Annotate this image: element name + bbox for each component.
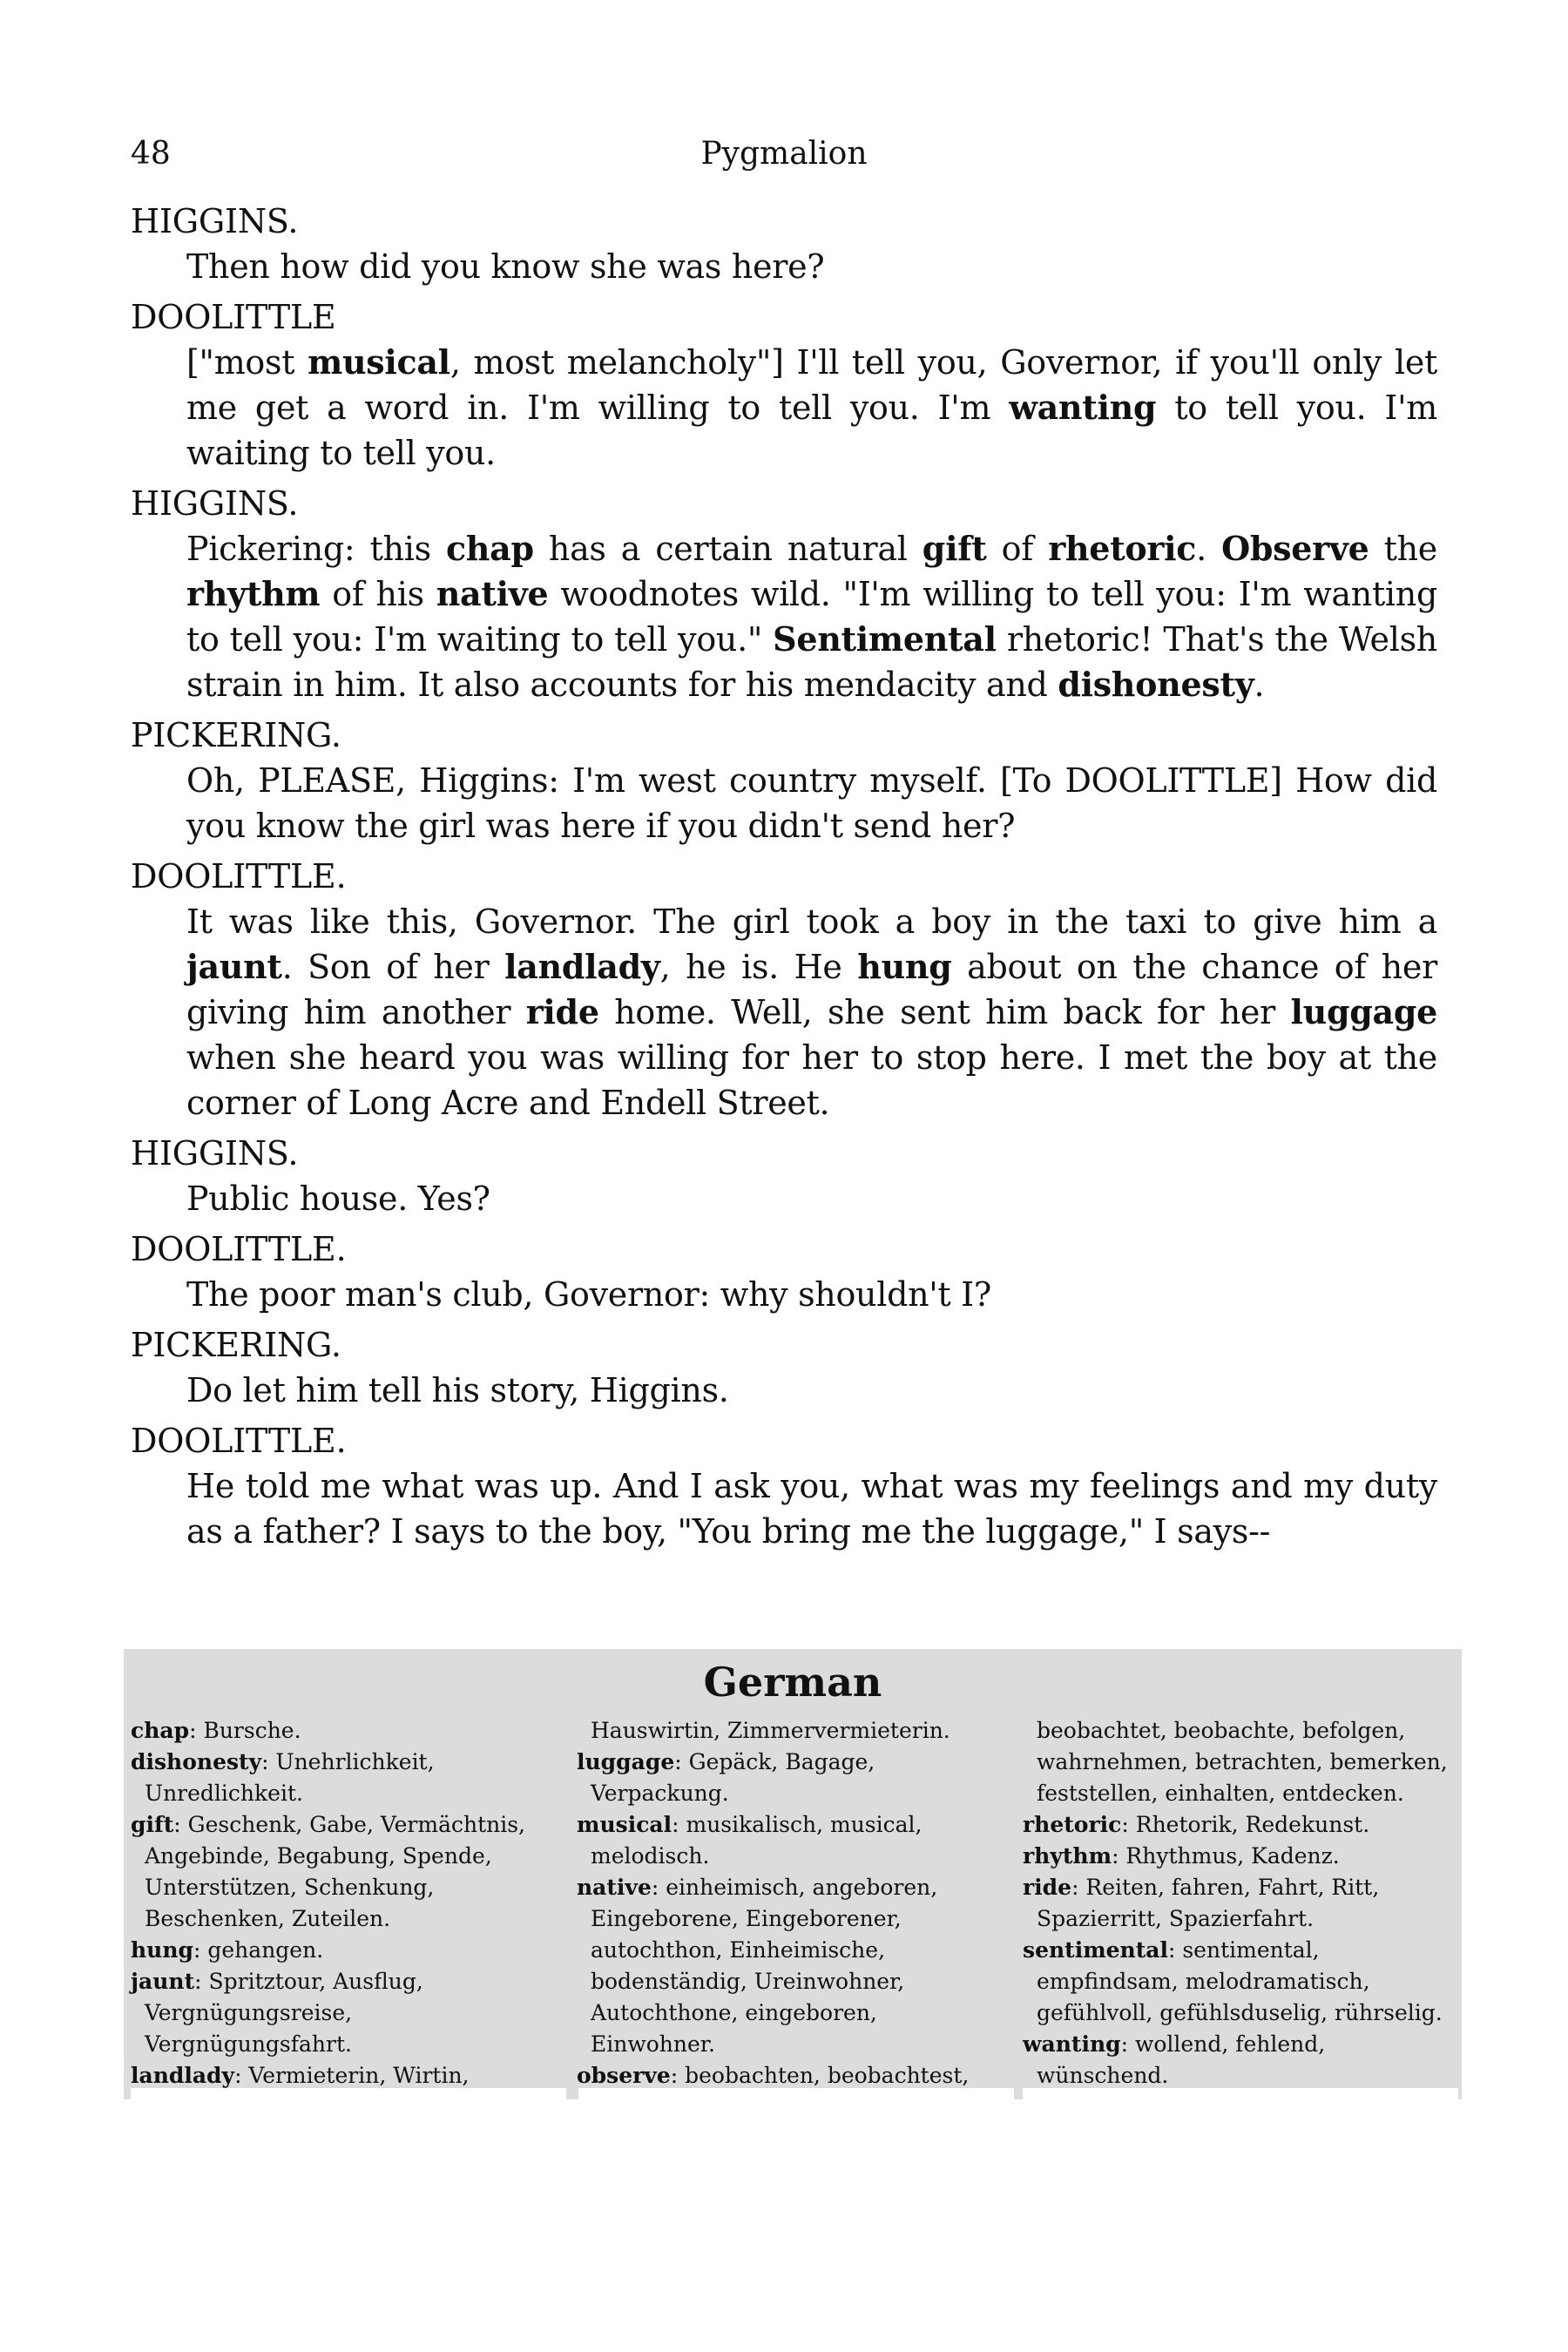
speech-fragment: has a certain natural: [533, 530, 923, 568]
speech-fragment: ["most: [186, 343, 308, 382]
glossary-entry: [577, 1809, 1004, 1872]
glossary-term: native: [577, 1875, 652, 1900]
glossary-term: musical: [577, 1812, 672, 1837]
speech-fragment: .: [1196, 530, 1222, 568]
speech-fragment: .: [1254, 666, 1265, 704]
glossary-entry: [1023, 1841, 1450, 1872]
speech-fragment: about on the chance of her giving him another: [186, 948, 1437, 1031]
glossary-definition: : beobachten, beobachtest,: [670, 2063, 970, 2088]
running-head: [131, 132, 1437, 176]
glossary-definition: : gehangen.: [193, 1937, 324, 1963]
speech-fragment: It was like this, Governor. The girl took a boy in the taxi to give him a: [186, 902, 1437, 941]
glossary-definition: : einheimisch, angeboren, Eingeborene, Eingeborener, autochthon, Einheimische, bodenständig, Ureinwohner, Autochthone, eingeboren, Einwohner.: [591, 1875, 938, 2057]
speech-fragment: to tell you. I'm waiting to tell you.: [186, 389, 1437, 472]
glossed-word: dishonesty: [1058, 665, 1254, 704]
speaker-name: DOOLITTLE.: [131, 1422, 347, 1460]
speech-text: [186, 1463, 1437, 1554]
glossary-entry: [1023, 1935, 1450, 2029]
glossary-entry-continuation: Hauswirtin, Zimmervermieterin.: [591, 1718, 950, 1743]
glossary-column-2: [577, 1715, 1004, 2092]
glossary-definition: : Bursche.: [189, 1718, 301, 1743]
dialogue: [131, 193, 1437, 1554]
speech-fragment: Public house. Yes?: [186, 1179, 490, 1218]
speaker-name: DOOLITTLE.: [131, 1230, 347, 1268]
glossary-definition: : Gepäck, Bagage, Verpackung.: [591, 1749, 875, 1806]
column-footer-gap: [131, 2088, 566, 2099]
glossary-definition: : Vermieterin, Wirtin,: [234, 2063, 470, 2088]
german-glossary-box: [124, 1649, 1462, 2099]
glossed-word: wanting: [1009, 388, 1157, 427]
glossed-word: chap: [445, 529, 534, 568]
glossary-entry: [131, 1747, 558, 1809]
glossary-definition: : Rhetorik, Redekunst.: [1121, 1812, 1370, 1837]
speech-fragment: . Son of her: [281, 948, 505, 986]
glossary-title: German: [703, 1659, 882, 1706]
glossary-definition: : Reiten, fahren, Fahrt, Ritt, Spazierritt, Spazierfahrt.: [1037, 1875, 1380, 1931]
glossed-word: landlady: [504, 947, 660, 986]
glossed-word: jaunt: [186, 947, 282, 986]
speech-fragment: , he is. He: [659, 948, 858, 986]
glossed-word: Observe: [1221, 529, 1369, 568]
speech-text: [186, 340, 1437, 476]
glossary-entry: [1023, 2029, 1450, 2092]
speech-fragment: the: [1369, 530, 1437, 568]
speech-fragment: rhetoric! That's the Welsh strain in him. It also accounts for his mendacity and: [186, 620, 1437, 704]
glossary-term: ride: [1023, 1875, 1072, 1900]
glossary-definition: : sentimental, empfindsam, melodramatisch, gefühlvoll, gefühlsduselig, rührselig.: [1037, 1937, 1443, 2025]
glossary-definition: : Rhythmus, Kadenz.: [1112, 1843, 1340, 1869]
glossed-word: luggage: [1290, 992, 1437, 1031]
speech-fragment: Oh, PLEASE, Higgins: I'm west country myself. [To DOOLITTLE] How did you know the girl was here if you didn't send her?: [186, 761, 1437, 845]
glossed-word: musical: [308, 342, 450, 382]
glossary-term: landlady: [131, 2063, 235, 2088]
glossary-term: rhetoric: [1023, 1812, 1122, 1837]
speaker-name: DOOLITTLE: [131, 298, 336, 336]
glossary-term: jaunt: [131, 1969, 195, 1994]
glossed-word: ride: [525, 992, 599, 1031]
speech-text: [186, 526, 1437, 707]
speech-text: [186, 758, 1437, 848]
glossary-column-1: [131, 1715, 558, 2092]
speech-text: [186, 1272, 1437, 1317]
glossed-word: hung: [857, 947, 952, 986]
speaker-name: PICKERING.: [131, 1326, 341, 1364]
glossary-term: hung: [131, 1937, 194, 1963]
speech-fragment: Pickering: this: [186, 530, 446, 568]
column-footer-gap: [578, 2088, 1014, 2099]
column-footer-gap: [1023, 2088, 1458, 2099]
glossary-term: luggage: [577, 1749, 675, 1774]
glossary-term: gift: [131, 1812, 174, 1837]
speech-text: [186, 244, 1437, 289]
glossary-entry-continuation: beobachtet, beobachte, befolgen, wahrnehmen, betrachten, bemerken, feststellen, einhalten, entdecken.: [1037, 1718, 1448, 1806]
speech-fragment: when she heard you was willing for her to stop here. I met the boy at the corner of Long Acre and Endell Street.: [186, 1038, 1437, 1122]
speech-text: [186, 899, 1437, 1125]
glossed-word: rhetoric: [1048, 529, 1197, 568]
speech-fragment: The poor man's club, Governor: why shouldn't I?: [186, 1275, 991, 1314]
glossary-definition: : Geschenk, Gabe, Vermächtnis, Angebinde, Begabung, Spende, Unterstützen, Schenkung, Beschenken, Zuteilen.: [145, 1812, 525, 1931]
speaker-name: PICKERING.: [131, 716, 341, 754]
glossary-entry: [1023, 1872, 1450, 1935]
glossary-entry: [577, 1747, 1004, 1809]
glossary-entry: [131, 2060, 558, 2092]
glossary-entry: [1023, 1809, 1450, 1841]
glossed-word: gift: [922, 529, 987, 568]
glossary-entry: [131, 1809, 558, 1935]
glossed-word: rhythm: [186, 574, 321, 613]
glossary-term: dishonesty: [131, 1749, 262, 1774]
speech-fragment: Then how did you know she was here?: [186, 247, 825, 286]
speech-fragment: Do let him tell his story, Higgins.: [186, 1371, 729, 1409]
glossary-term: observe: [577, 2063, 671, 2088]
glossary-entry: [131, 1935, 558, 1966]
speech-fragment: home. Well, she sent him back for her: [598, 993, 1291, 1031]
glossed-word: native: [436, 574, 549, 613]
speech-text: [186, 1176, 1437, 1221]
speaker-name: HIGGINS.: [131, 202, 299, 240]
speaker-name: HIGGINS.: [131, 1134, 299, 1173]
speech-fragment: of: [986, 530, 1049, 568]
glossary-term: wanting: [1023, 2031, 1121, 2057]
glossary-entry: [577, 2060, 1004, 2092]
speech-fragment: He told me what was up. And I ask you, what was my feelings and my duty as a father? I says to the boy, "You bring me the luggage," I says--: [186, 1467, 1437, 1551]
glossary-term: sentimental: [1023, 1937, 1168, 1963]
glossary-definition: : wollend, fehlend, wünschend.: [1037, 2031, 1326, 2088]
speech-text: [186, 1368, 1437, 1413]
glossary-entry: [131, 1966, 558, 2060]
glossary-term: rhythm: [1023, 1843, 1112, 1869]
glossary-entry: [131, 1715, 558, 1747]
page-number: 48: [131, 136, 171, 172]
speech-fragment: of his: [320, 575, 436, 613]
glossary-definition: : Unehrlichkeit, Unredlichkeit.: [145, 1749, 435, 1806]
glossary-column-3: [1023, 1715, 1450, 2092]
glossary-entry: [577, 1872, 1004, 2060]
glossary-definition: : Spritztour, Ausflug, Vergnügungsreise, Vergnügungsfahrt.: [145, 1969, 423, 2057]
speech-fragment: woodnotes wild. "I'm willing to tell you: I'm wanting to tell you: I'm waiting to tell you.": [186, 575, 1437, 659]
glossed-word: Sentimental: [773, 619, 997, 659]
speech-fragment: , most melancholy"] I'll tell you, Governor, if you'll only let me get a word in. I'm willing to tell you. I'm: [186, 343, 1437, 427]
book-title: Pygmalion: [700, 136, 868, 172]
speaker-name: HIGGINS.: [131, 484, 299, 523]
glossary-term: chap: [131, 1718, 190, 1743]
speaker-name: DOOLITTLE.: [131, 857, 347, 896]
glossary-definition: : musikalisch, musical, melodisch.: [591, 1812, 923, 1869]
